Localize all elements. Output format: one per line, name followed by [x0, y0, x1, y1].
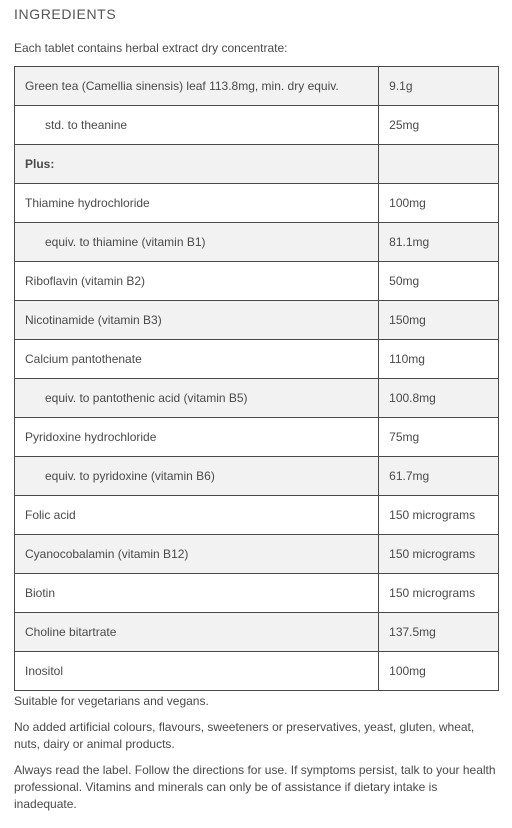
- ingredient-amount: 81.1mg: [379, 223, 499, 262]
- table-row: [15, 574, 499, 613]
- ingredient-amount: 150 micrograms: [379, 535, 499, 574]
- ingredient-name: Folic acid: [15, 496, 379, 535]
- ingredient-amount: 9.1g: [379, 67, 499, 106]
- ingredients-table: [14, 66, 499, 691]
- ingredient-name: Choline bitartrate: [15, 613, 379, 652]
- table-row: [15, 106, 499, 145]
- table-row: [15, 652, 499, 691]
- ingredient-amount: 100.8mg: [379, 379, 499, 418]
- ingredient-name: Biotin: [15, 574, 379, 613]
- ingredient-name: Calcium pantothenate: [15, 340, 379, 379]
- table-row: [15, 496, 499, 535]
- table-row: [15, 613, 499, 652]
- ingredient-amount: 61.7mg: [379, 457, 499, 496]
- table-row: [15, 535, 499, 574]
- ingredient-amount: 75mg: [379, 418, 499, 457]
- ingredient-amount: 150 micrograms: [379, 574, 499, 613]
- table-row: [15, 379, 499, 418]
- ingredient-name: Riboflavin (vitamin B2): [15, 262, 379, 301]
- ingredient-amount: 100mg: [379, 184, 499, 223]
- ingredient-name: std. to theanine: [15, 106, 379, 145]
- warning-note: Always read the label. Follow the directions for use. If symptoms persist, talk to your health professional. Vitamins and minerals can only be of assistance if dietary intake is inadequate.: [14, 763, 496, 811]
- table-row: [15, 223, 499, 262]
- ingredient-amount: 150mg: [379, 301, 499, 340]
- table-row: [15, 418, 499, 457]
- ingredient-amount: 100mg: [379, 652, 499, 691]
- ingredient-name: Cyanocobalamin (vitamin B12): [15, 535, 379, 574]
- ingredient-amount: [379, 145, 499, 184]
- table-row: [15, 262, 499, 301]
- table-row: [15, 457, 499, 496]
- ingredient-amount: 50mg: [379, 262, 499, 301]
- intro-text: Each tablet contains herbal extract dry concentrate:: [14, 41, 288, 55]
- table-row: [15, 301, 499, 340]
- ingredient-amount: 110mg: [379, 340, 499, 379]
- ingredient-name: Thiamine hydrochloride: [15, 184, 379, 223]
- ingredient-amount: 25mg: [379, 106, 499, 145]
- ingredient-name: Inositol: [15, 652, 379, 691]
- section-heading: INGREDIENTS: [14, 6, 117, 22]
- ingredient-name: Pyridoxine hydrochloride: [15, 418, 379, 457]
- table-row: [15, 184, 499, 223]
- notes: [14, 693, 502, 822]
- ingredient-name: Plus:: [15, 145, 379, 184]
- table-row: [15, 145, 499, 184]
- ingredient-name: Green tea (Camellia sinensis) leaf 113.8mg, min. dry equiv.: [15, 67, 379, 106]
- free-from-note: No added artificial colours, flavours, sweeteners or preservatives, yeast, gluten, wheat, nuts, dairy or animal products.: [14, 720, 475, 751]
- ingredient-name: equiv. to thiamine (vitamin B1): [15, 223, 379, 262]
- ingredient-name: equiv. to pantothenic acid (vitamin B5): [15, 379, 379, 418]
- ingredient-amount: 150 micrograms: [379, 496, 499, 535]
- ingredient-name: Nicotinamide (vitamin B3): [15, 301, 379, 340]
- ingredient-amount: 137.5mg: [379, 613, 499, 652]
- table-row: [15, 340, 499, 379]
- vegetarian-note: Suitable for vegetarians and vegans.: [14, 694, 209, 708]
- table-row: [15, 67, 499, 106]
- ingredient-name: equiv. to pyridoxine (vitamin B6): [15, 457, 379, 496]
